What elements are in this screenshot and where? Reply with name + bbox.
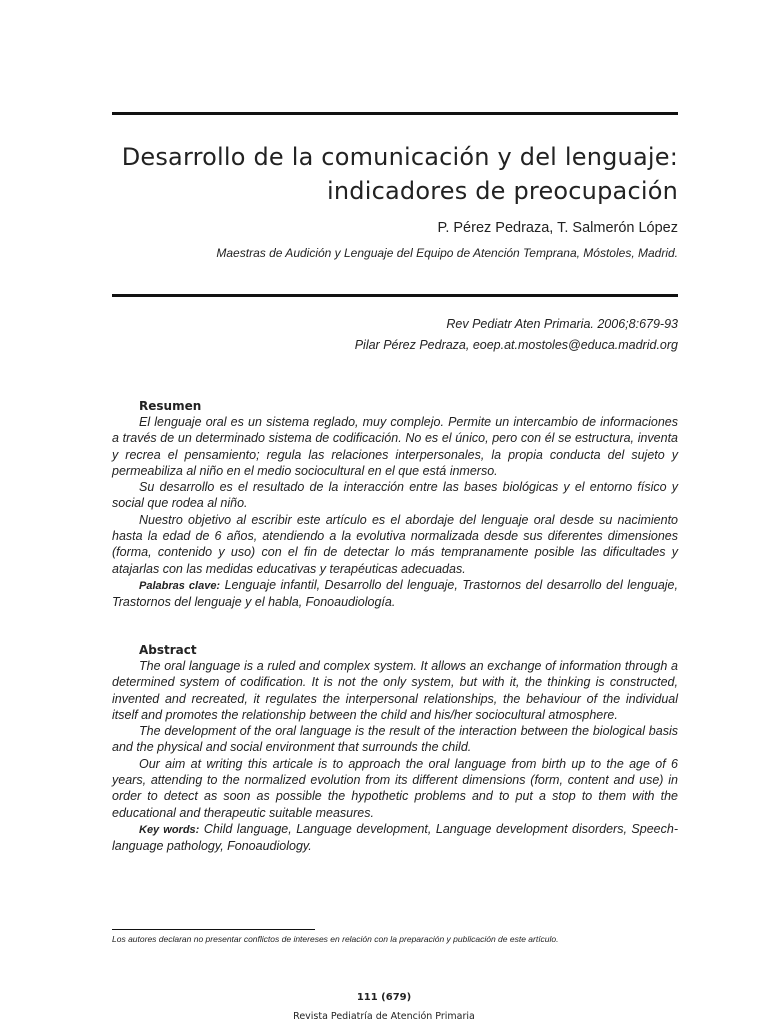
resumen-section bbox=[112, 398, 678, 611]
article-title bbox=[112, 140, 678, 208]
abstract-paragraph-3: Our aim at writing this articale is to approach the oral language from birth up to the age of 6 years, attending to the normalized evolution from its different dimensions (form, content and use) in order to detect as soon as possible the hypothetic problems and to put a stop to them with the educational and therapeutic suitable measures. bbox=[112, 756, 678, 820]
resumen-paragraph-2: Su desarrollo es el resultado de la interacción entre las bases biológicas y el entorno físico y social que rodea al niño. bbox=[112, 480, 678, 511]
resumen-heading: Resumen bbox=[139, 399, 202, 413]
title-line-1: Desarrollo de la comunicación y del lenguaje: bbox=[121, 143, 678, 171]
resumen-keywords-label: Palabras clave: bbox=[139, 579, 221, 592]
resumen-keywords bbox=[112, 577, 678, 611]
title-line-2: indicadores de preocupación bbox=[327, 177, 678, 205]
page-number: 111 (679) bbox=[356, 992, 412, 1003]
abstract-keywords bbox=[112, 821, 678, 855]
affiliation: Maestras de Audición y Lenguaje del Equipo de Atención Temprana, Móstoles, Madrid. bbox=[216, 246, 678, 260]
resumen-paragraph-3: Nuestro objetivo al escribir este artículo es el abordaje del lenguaje oral desde su nacimiento hasta la edad de 6 años, atendiendo a la evolutiva normalizada desde sus diferentes dimensiones (forma, contenido y uso) con el fin de detectar lo más tempranamente posible las dificultades y atajarlas con las medidas educativas y terapéuticas adecuadas. bbox=[112, 512, 678, 576]
abstract-keywords-text: Child language, Language development, Language development disorders, Speech-language pathology, Fonoaudiology. bbox=[112, 821, 678, 854]
footnote-rule bbox=[112, 929, 315, 930]
citation: Rev Pediatr Aten Primaria. 2006;8:679-93 bbox=[446, 317, 678, 331]
abstract-heading: Abstract bbox=[139, 643, 197, 657]
resumen-paragraph-1: El lenguaje oral es un sistema reglado, muy complejo. Permite un intercambio de informaciones a través de un determinado sistema de codificación. No es el único, pero con él se estructura, inventa y recrea el pensamiento; regula las relaciones interpersonales, la propia conducta del sujeto y permeabiliza al niño en el medio sociocultural en el que está inmerso. bbox=[112, 415, 678, 478]
abstract-section bbox=[112, 642, 678, 855]
top-rule bbox=[112, 112, 678, 115]
abstract-paragraph-1: The oral language is a ruled and complex system. It allows an exchange of information through a determined system of codification. It is not the only system, but with it, the thinking is constructed, invented and recreated, it regulates the interpersonal relationships, the behaviour of the individual itself and promotes the relationship between the child and his/her sociocultural atmosphere. bbox=[112, 659, 678, 722]
abstract-paragraph-2: The development of the oral language is the result of the interaction between the biological basis and the physical and social environment that surrounds the child. bbox=[112, 724, 678, 755]
journal-name: Revista Pediatría de Atención Primaria bbox=[293, 1011, 475, 1022]
footnote: Los autores declaran no presentar conflictos de intereses en relación con la preparación y publicación de este artículo. bbox=[112, 934, 559, 944]
correspondence: Pilar Pérez Pedraza, eoep.at.mostoles@educa.madrid.org bbox=[354, 338, 678, 352]
citation-block bbox=[112, 314, 678, 356]
header-divider bbox=[112, 294, 678, 297]
authors: P. Pérez Pedraza, T. Salmerón López bbox=[437, 220, 678, 236]
abstract-keywords-label: Key words: bbox=[139, 823, 200, 836]
resumen-keywords-text: Lenguaje infantil, Desarrollo del lenguaje, Trastornos del desarrollo del lenguaje, Trastornos del lenguaje y el habla, Fonoaudiología. bbox=[112, 577, 678, 610]
